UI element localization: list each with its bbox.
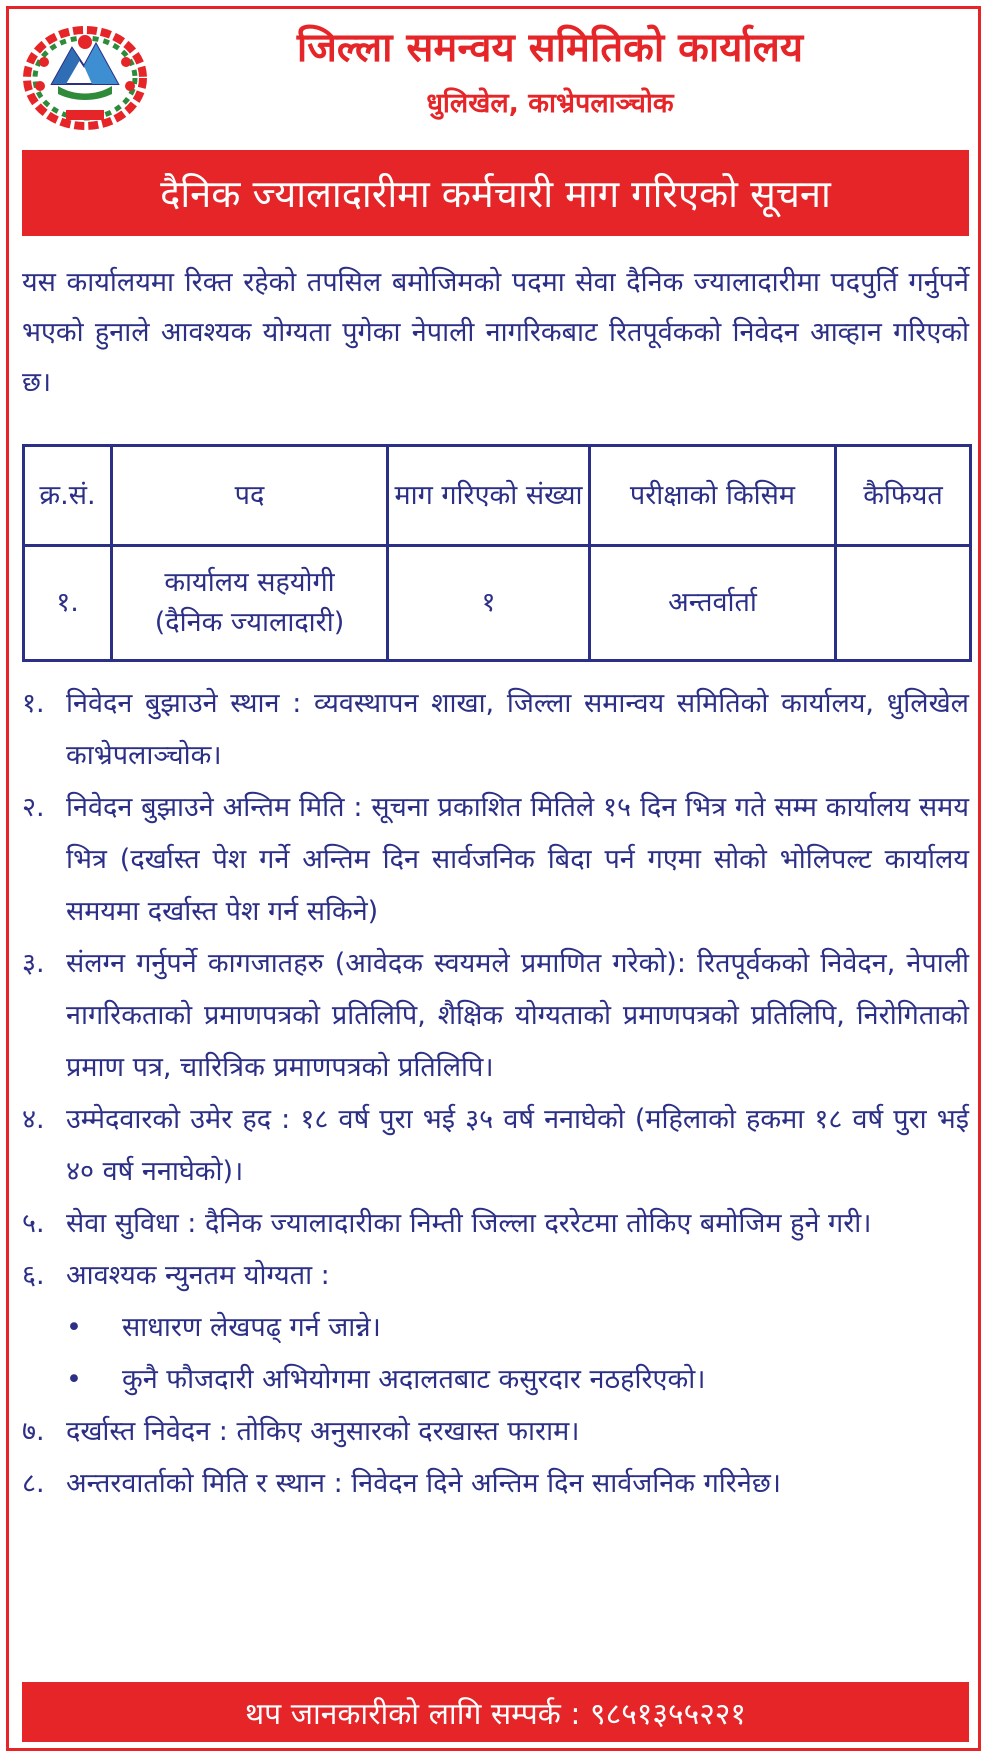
post-type: (दैनिक ज्यालादारी): [154, 607, 345, 638]
list-item: [22, 1094, 969, 1198]
header-remarks: कैफियत: [836, 446, 971, 546]
header-count: माग गरिएको संख्या: [388, 446, 590, 546]
office-title: जिल्ला समन्वय समितिको कार्यालय: [296, 25, 804, 71]
point-number: ५.: [22, 1208, 45, 1239]
point-text: संलग्न गर्नुपर्ने कागजातहरु (आवेदक स्वयमले प्रमाणित गरेको): रितपूर्वकको निवेदन, नेपाली नागरिकताको प्रमाणपत्रको प्रतिलिपि, शैक्षिक योग्यताको प्रमाणपत्रको प्रतिलिपि, निरोगिताको प्रमाण पत्र, चारित्रिक प्रमाणपत्रको प्रतिलिपि।: [66, 948, 969, 1083]
contact-text: थप जानकारीको लागि सम्पर्क : ९८५१३५५२२१: [244, 1696, 747, 1732]
table-row: [24, 546, 971, 661]
post-name: कार्यालय सहयोगी: [164, 567, 335, 598]
list-item: [22, 1302, 969, 1354]
point-number: ८.: [22, 1468, 45, 1499]
list-item: [22, 1354, 969, 1406]
header-serial: क्र.सं.: [24, 446, 112, 546]
list-item: [22, 938, 969, 1094]
notice-title-banner: [22, 150, 969, 236]
point-text: आवश्यक न्युनतम योग्यता :: [66, 1260, 330, 1291]
point-text: उम्मेदवारको उमेर हद : १८ वर्ष पुरा भई ३५ वर्ष ननाघेको (महिलाको हकमा १८ वर्ष पुरा भई ४० वर्ष ननाघेको)।: [66, 1104, 969, 1187]
list-item: [22, 678, 969, 782]
point-text: सेवा सुविधा : दैनिक ज्यालादारीका निम्ती जिल्ला दररेटमा तोकिए बमोजिम हुने गरी।: [66, 1208, 872, 1239]
point-text: निवेदन बुझाउने अन्तिम मिति : सूचना प्रकाशित मितिले १५ दिन भित्र गते सम्म कार्यालय समय भित्र (दर्खास्त पेश गर्ने अन्तिम दिन सार्वजनिक बिदा पर्न गएमा सोको भोलिपल्ट कार्यालय समयमा दर्खास्त पेश गर्न सकिने): [66, 792, 969, 927]
intro-paragraph: यस कार्यालयमा रिक्त रहेको तपसिल बमोजिमको पदमा सेवा दैनिक ज्यालादारीमा पदपुर्ति गर्नुपर्ने भएको हुनाले आवश्यक योग्यता पुगेका नेपाली नागरिकबाट रितपूर्वकको निवेदन आव्हान गरिएको छ।: [22, 267, 969, 398]
point-number: ६.: [22, 1260, 45, 1291]
point-number: १.: [22, 688, 45, 719]
cell-post: [112, 546, 388, 661]
list-item: [22, 1198, 969, 1250]
cell-count: १: [388, 546, 590, 661]
table-header-row: [24, 446, 971, 546]
cell-remarks: [836, 546, 971, 661]
list-item: [22, 1406, 969, 1458]
list-item: [22, 1250, 969, 1302]
notice-title: दैनिक ज्यालादारीमा कर्मचारी माग गरिएको सूचना: [160, 172, 831, 216]
point-number: ७.: [22, 1416, 45, 1447]
point-text: अन्तरवार्ताको मिति र स्थान : निवेदन दिने अन्तिम दिन सार्वजनिक गरिनेछ।: [66, 1468, 781, 1499]
qualification-text: साधारण लेखपढ् गर्न जान्ने।: [122, 1312, 381, 1343]
office-address: धुलिखेल, काभ्रेपलाञ्चोक: [426, 88, 674, 119]
list-item: [22, 782, 969, 938]
point-text: दर्खास्त निवेदन : तोकिए अनुसारको दरखास्त फाराम।: [66, 1416, 580, 1447]
point-text: निवेदन बुझाउने स्थान : व्यवस्थापन शाखा, जिल्ला समान्वय समितिको कार्यालय, धुलिखेल काभ्रेपलाञ्चोक।: [66, 688, 969, 771]
notice-points: [22, 678, 969, 1510]
bullet-icon: •: [66, 1364, 82, 1395]
qualification-list: [22, 1302, 969, 1406]
post-table: [22, 444, 972, 662]
header-exam-type: परीक्षाको किसिम: [590, 446, 836, 546]
bullet-icon: •: [66, 1312, 82, 1343]
header-post: पद: [112, 446, 388, 546]
point-number: ३.: [22, 948, 45, 979]
point-number: २.: [22, 792, 45, 823]
list-item: [22, 1458, 969, 1510]
contact-footer: [22, 1682, 969, 1742]
qualification-text: कुनै फौजदारी अभियोगमा अदालतबाट कसुरदार नठहरिएको।: [122, 1364, 706, 1395]
cell-serial: १.: [24, 546, 112, 661]
point-number: ४.: [22, 1104, 45, 1135]
cell-exam-type: अन्तर्वार्ता: [590, 546, 836, 661]
nepal-government-emblem-icon: [22, 22, 148, 130]
